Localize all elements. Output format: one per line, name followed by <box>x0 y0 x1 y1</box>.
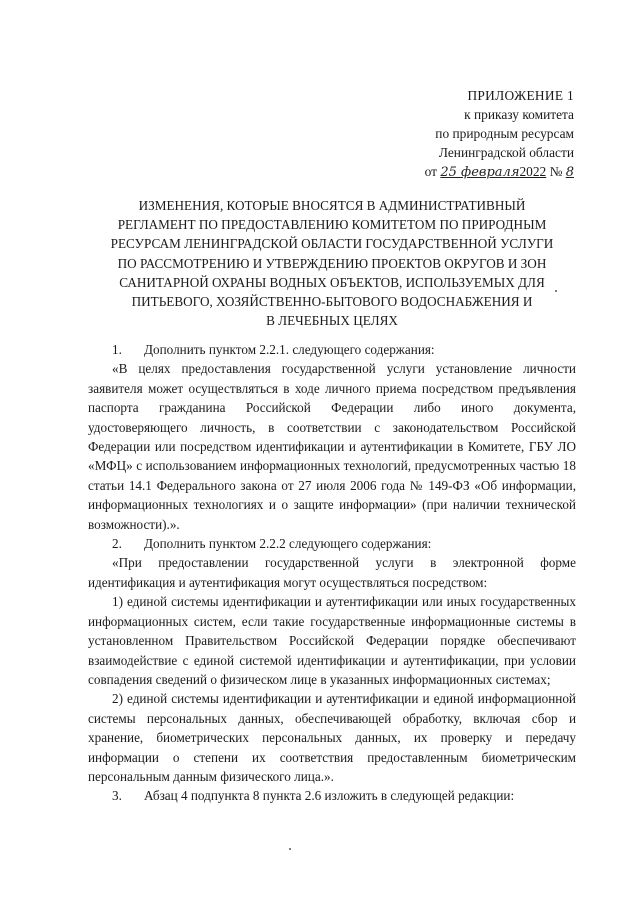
date-year: 2022 <box>519 164 547 179</box>
number-sign: № <box>549 164 563 179</box>
date-prefix: от <box>424 164 437 179</box>
scan-speck <box>555 290 557 292</box>
title-line: РЕСУРСАМ ЛЕНИНГРАДСКОЙ ОБЛАСТИ ГОСУДАРСТВЕННОЙ УСЛУГИ <box>110 236 554 252</box>
item-2-text: Дополнить пунктом 2.2.2 следующего содержания: <box>144 536 432 552</box>
item-2-subitem-1: 1) единой системы идентификации и аутентификации или иных государственных информационных систем, если такие государственные информационные системы в установленном Правительством Российской Федерации порядке обеспечивают взаимодействие с единой системой идентификации и аутентификации, при условии совпадения сведений о физическом лице в указанных информационных системах; <box>88 594 576 687</box>
annex-line-1: к приказу комитета <box>464 107 574 122</box>
item-2 <box>88 534 576 553</box>
item-1-quote: «В целях предоставления государственной услуги установление личности заявителя может осуществляться в ходе личного приема посредством предъявления паспорта гражданина Российской Федерации либо иного документа, удостоверяющего личность, в соответствии с законодательством Российской Федерации или посредством идентификации и аутентификации в Комитете, ГБУ ЛО «МФЦ» с использованием информационных технологий, предусмотренных частью 18 статьи 14.1 Федерального закона от 27 июля 2006 года № 149-ФЗ «Об информации, информационных технологиях и о защите информации» (при наличии технической возможности).». <box>88 361 576 532</box>
handwritten-number: 8 <box>565 165 574 180</box>
annex-line-3: Ленинградской области <box>438 145 574 160</box>
item-3-text: Абзац 4 подпункта 8 пункта 2.6 изложить в следующей редакции: <box>144 788 515 804</box>
title-line: ПО РАССМОТРЕНИЮ И УТВЕРЖДЕНИЮ ПРОЕКТОВ ОКРУГОВ И ЗОН <box>117 255 547 271</box>
item-1-text: Дополнить пунктом 2.2.1. следующего содержания: <box>144 342 435 357</box>
item-1-number: 1. <box>112 342 122 357</box>
item-2-subitem-2: 2) единой системы идентификации и аутентификации и единой информационной системы персональных данных, обеспечивающей обработку, включая сбор и хранение, биометрических персональных данных, их проверку и передачу информации о степени их соответствия предоставленным биометрическим персональным данным физического лица.». <box>88 691 576 784</box>
item-3-number: 3. <box>112 788 122 804</box>
scan-speck <box>289 848 291 850</box>
annex-date-line <box>425 162 574 182</box>
document-body <box>88 340 576 806</box>
item-2-quote: «При предоставлении государственной услуги в электронной форме идентификация и аутентификация могут осуществляться посредством: <box>88 555 576 590</box>
item-1 <box>88 340 576 359</box>
item-3 <box>88 786 576 805</box>
title-line: РЕГЛАМЕНТ ПО ПРЕДОСТАВЛЕНИЮ КОМИТЕТОМ ПО ПРИРОДНЫМ <box>117 217 547 233</box>
title-line: В ЛЕЧЕБНЫХ ЦЕЛЯХ <box>266 313 398 329</box>
document-title <box>82 196 582 330</box>
title-line: ПИТЬЕВОГО, ХОЗЯЙСТВЕННО-БЫТОВОГО ВОДОСНАБЖЕНИЯ И <box>131 294 533 310</box>
annex-block <box>425 86 574 182</box>
annex-heading: ПРИЛОЖЕНИЕ 1 <box>467 88 574 103</box>
title-line: САНИТАРНОЙ ОХРАНЫ ВОДНЫХ ОБЪЕКТОВ, ИСПОЛЬЗУЕМЫХ ДЛЯ <box>119 274 545 290</box>
title-line: ИЗМЕНЕНИЯ, КОТОРЫЕ ВНОСЯТСЯ В АДМИНИСТРАТИВНЫЙ <box>138 198 526 213</box>
item-2-number: 2. <box>112 536 122 552</box>
annex-line-2: по природным ресурсам <box>435 126 574 141</box>
handwritten-date: 25 февраля <box>440 165 520 180</box>
